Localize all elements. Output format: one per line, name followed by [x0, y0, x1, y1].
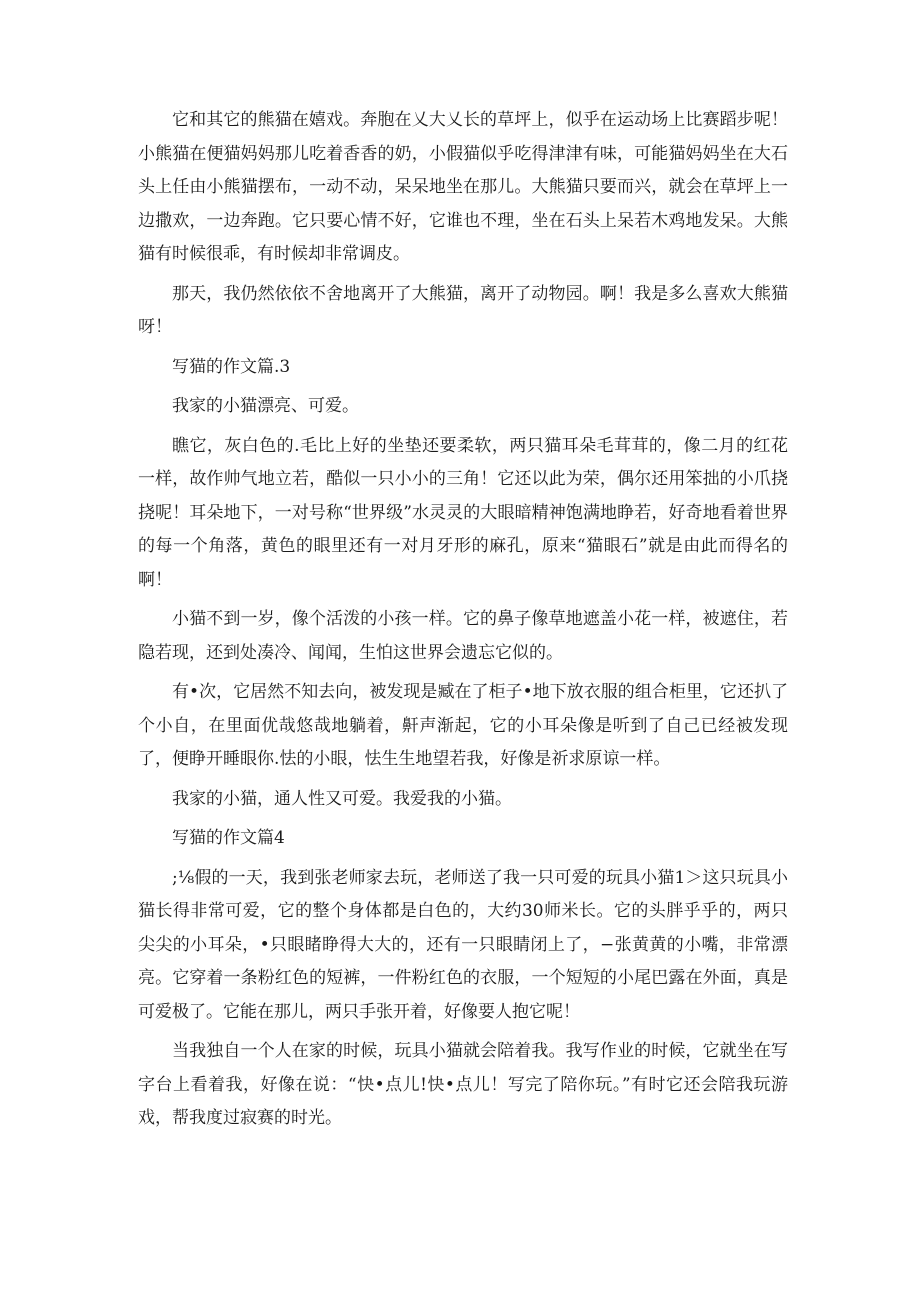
paragraph-leaving-zoo: 那天，我仍然依依不舍地离开了大熊猫，离开了动物园。啊！我是多么喜欢大熊猫呀！	[138, 283, 788, 337]
paragraph-cat-appearance: 瞧它，灰白色的.毛比上好的坐垫还要柔软，两只猫耳朵毛茸茸的，像二月的红花一样，故作帅气地立若，酷似一只小小的三角！它还以此为荣，偶尔还用笨拙的小爪挠挠呢！耳朵地下，一对号称“世界级”水灵灵的大眼暗精神饱满地睁若，好奇地看着世界的每一个角落，黄色的眼里还有一对月牙形的麻孔，原来“猫眼石”就是由此而得名的啊！	[138, 435, 788, 590]
paragraph-cat-intro: 我家的小猫漂亮、可爱。	[172, 396, 359, 416]
section-heading-3: 写猫的作文篇.3	[172, 356, 291, 377]
paragraph-toy-cat-company: 当我独自一个人在家的时候，玩具小猫就会陪着我。我写作业的时候，它就坐在写字台上看着我，好像在说：“快•点儿!快•点儿！写完了陪你玩。”有时它还会陪我玩游戏，帮我度过寂赛的时光。	[138, 1041, 788, 1128]
paragraph-toy-cat: ;⅛假的一天，我到张老师家去玩，老师送了我一只可爱的玩具小猫1＞这只玩具小猫长得非常可爱，它的整个身体都是白色的，大约30师米长。它的头胖乎乎的，两只尖尖的小耳朵，•只眼睹睁得大大的，还有一只眼睛闭上了，−张黄黄的小嘴，非常漂亮。它穿着一条粉红色的短裤，一件粉红色的衣服，一个短短的小尾巴露在外面，真是可爱极了。它能在那儿，两只手张开着，好像要人抱它呢！	[138, 867, 788, 1022]
paragraph-panda-playing: 它和其它的熊猫在嬉戏。奔胞在乂大乂长的草坪上，似乎在运动场上比赛蹈步呢！小熊猫在便猫妈妈那儿吃着香香的奶，小假猫似乎吃得津津有味，可能猫妈妈坐在大石头上任由小熊猫摆布，一动不动，呆呆地坐在那儿。大熊猫只要而兴，就会在草坪上一边撒欢，一边奔跑。它只要心情不好，它谁也不理，坐在石头上呆若木鸡地发呆。大熊猫有时候很乖，有时候却非常调皮。	[138, 110, 788, 264]
paragraph-cat-hiding: 有•次，它居然不知去向，被发现是臧在了柜子•地下放衣服的组合柜里，它还扒了个小自，在里面优哉悠哉地躺着，鼾声渐起，它的小耳朵像是听到了自己已经被发现了，便睁开睡眼你.怯的小眼，怯生生地望若我，好像是祈求原谅一样。	[138, 682, 788, 769]
section-heading-4: 写猫的作文篇4	[172, 828, 285, 848]
document-body	[138, 104, 788, 1142]
paragraph-cat-conclusion: 我家的小猫，通人性又可爱。我爱我的小猫。	[172, 788, 512, 809]
paragraph-cat-age: 小猫不到一岁，像个活泼的小孩一样。它的鼻子像草地遮盖小花一样，被遮住，若隐若现，还到处凑冷、闻闻，生怕这世界会遗忘它似的。	[138, 609, 788, 663]
